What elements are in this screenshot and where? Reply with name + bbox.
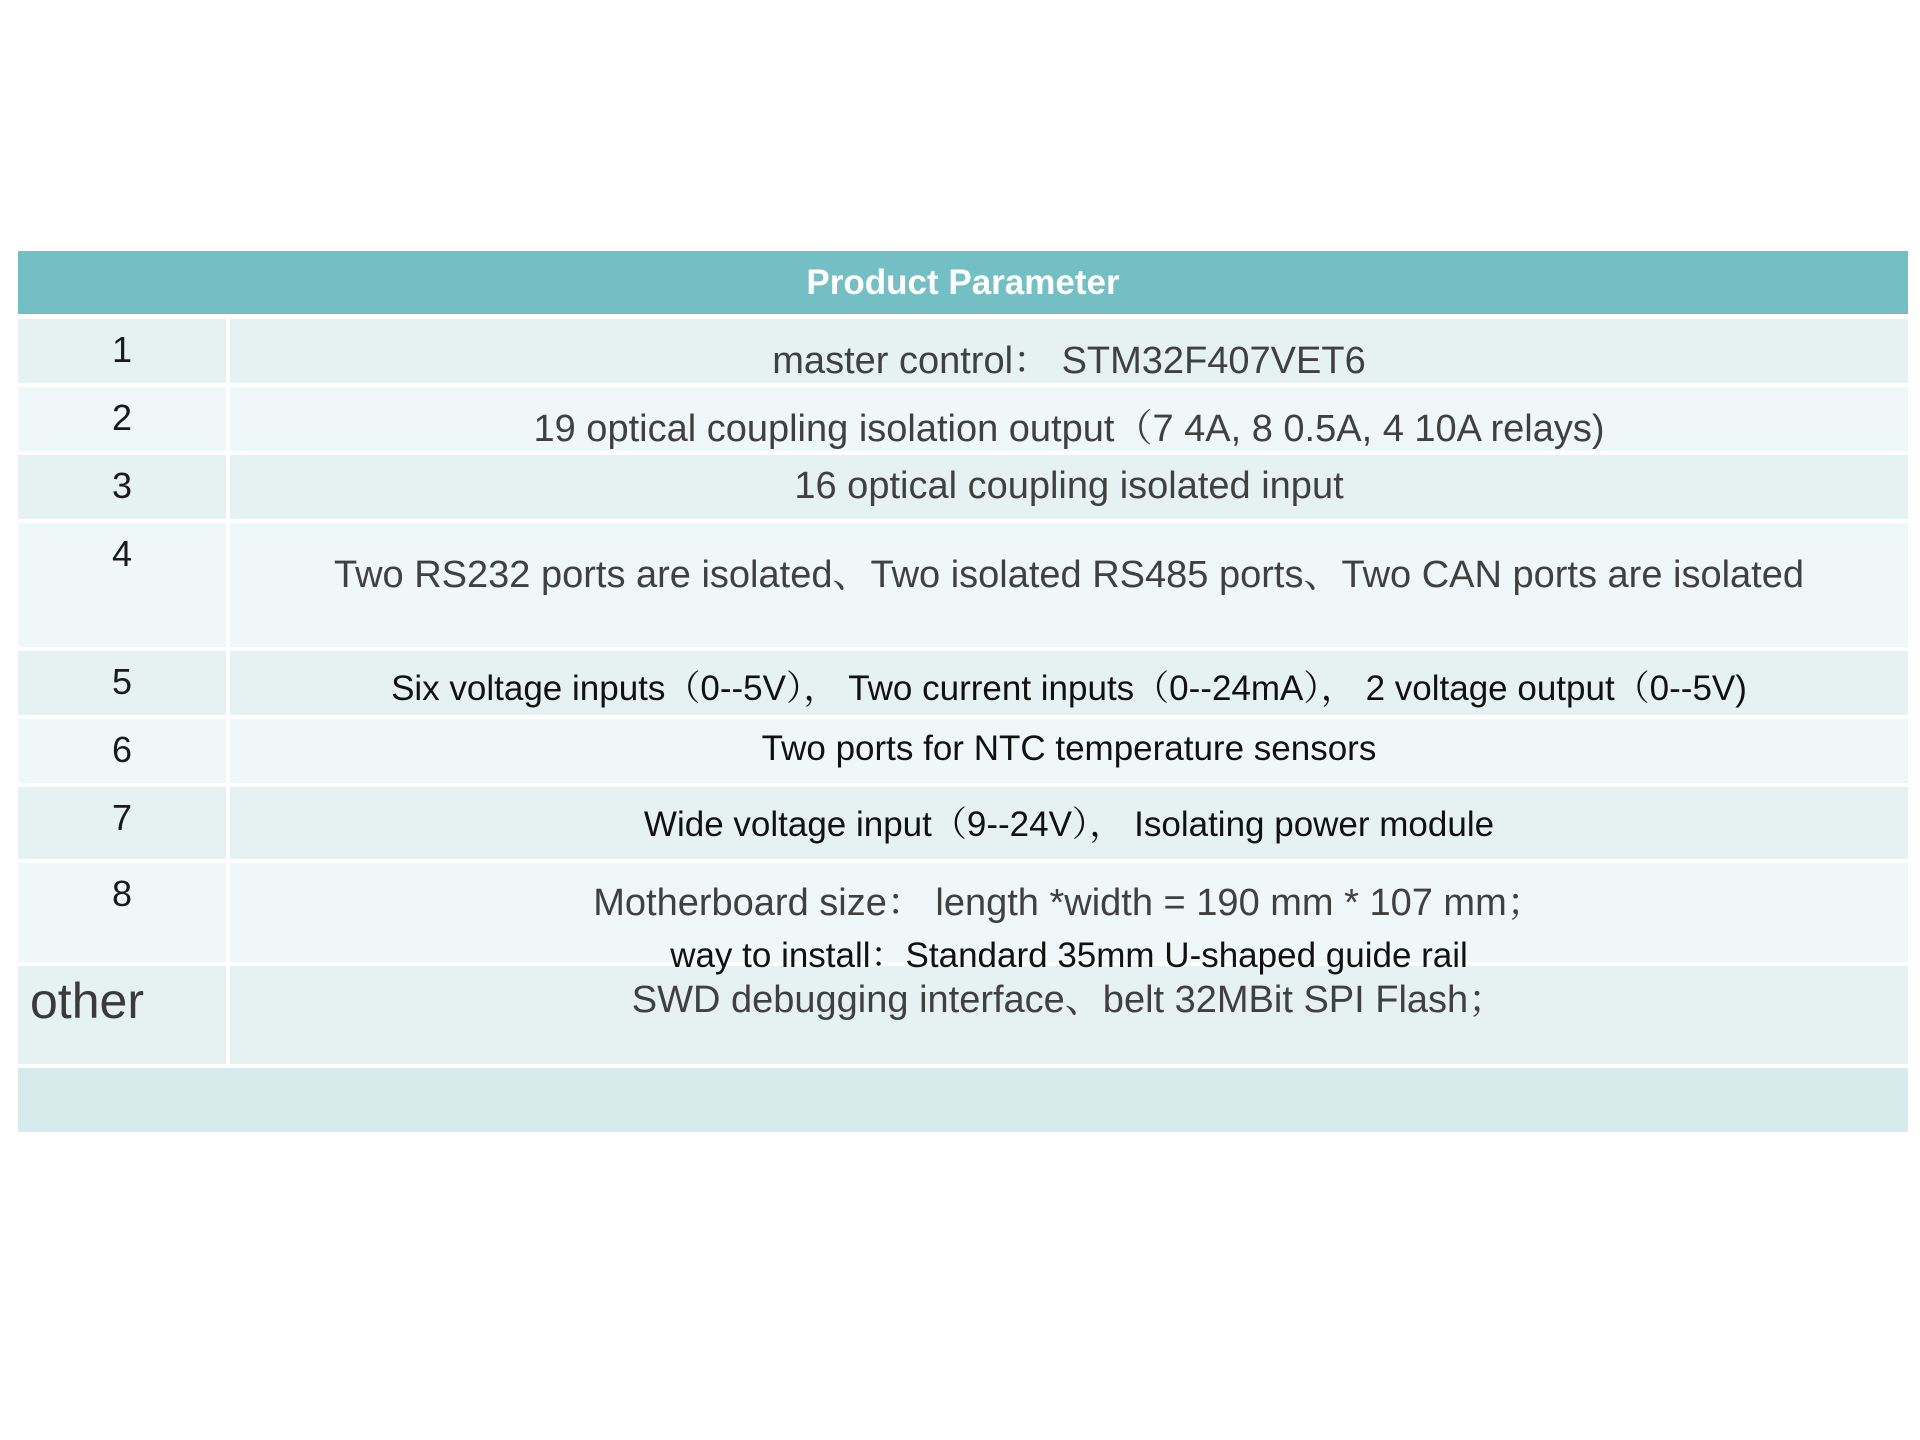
row-number: 5 — [18, 651, 230, 715]
table-row — [18, 455, 1908, 523]
row-value — [230, 863, 1908, 975]
row-value: 16 optical coupling isolated input — [794, 465, 1344, 507]
table-row — [18, 651, 1908, 719]
install-method-text: way to install：Standard 35mm U-shaped guide rail — [670, 936, 1468, 975]
table-row — [18, 387, 1908, 455]
row-number: 6 — [18, 719, 230, 783]
row-value: 19 optical coupling isolation output（7 4A, 8 0.5A, 4 10A relays) — [533, 408, 1605, 450]
row-value: Wide voltage input（9--24V）， Isolating power module — [643, 805, 1495, 844]
table-title: Product Parameter — [18, 251, 1908, 319]
table-row — [18, 966, 1908, 1068]
row-number: other — [18, 966, 230, 1064]
table-row — [18, 719, 1908, 787]
row-number: 8 — [18, 863, 230, 962]
row-number: 7 — [18, 787, 230, 859]
row-value: Six voltage inputs（0--5V）， Two current inputs（0--24mA）， 2 voltage output（0--5V) — [391, 669, 1747, 708]
row-value: SWD debugging interface、belt 32MBit SPI Flash； — [631, 979, 1507, 1021]
row-number: 4 — [18, 523, 230, 647]
table-row — [18, 863, 1908, 975]
row-number: 2 — [18, 387, 230, 451]
row-number: 3 — [18, 455, 230, 519]
table-row — [18, 523, 1908, 651]
table-row — [18, 319, 1908, 387]
product-parameter-table — [18, 251, 1908, 1132]
motherboard-size-text: Motherboard size： length *width = 190 mm * 107 mm； — [593, 882, 1545, 924]
table-row — [18, 787, 1908, 863]
row-value: master control： STM32F407VET6 — [772, 340, 1366, 382]
row-value: Two ports for NTC temperature sensors — [761, 729, 1377, 768]
table-footer-row — [18, 1068, 1908, 1132]
row-number: 1 — [18, 319, 230, 383]
row-value: Two RS232 ports are isolated、Two isolated RS485 ports、Two CAN ports are isolated — [333, 554, 1805, 596]
